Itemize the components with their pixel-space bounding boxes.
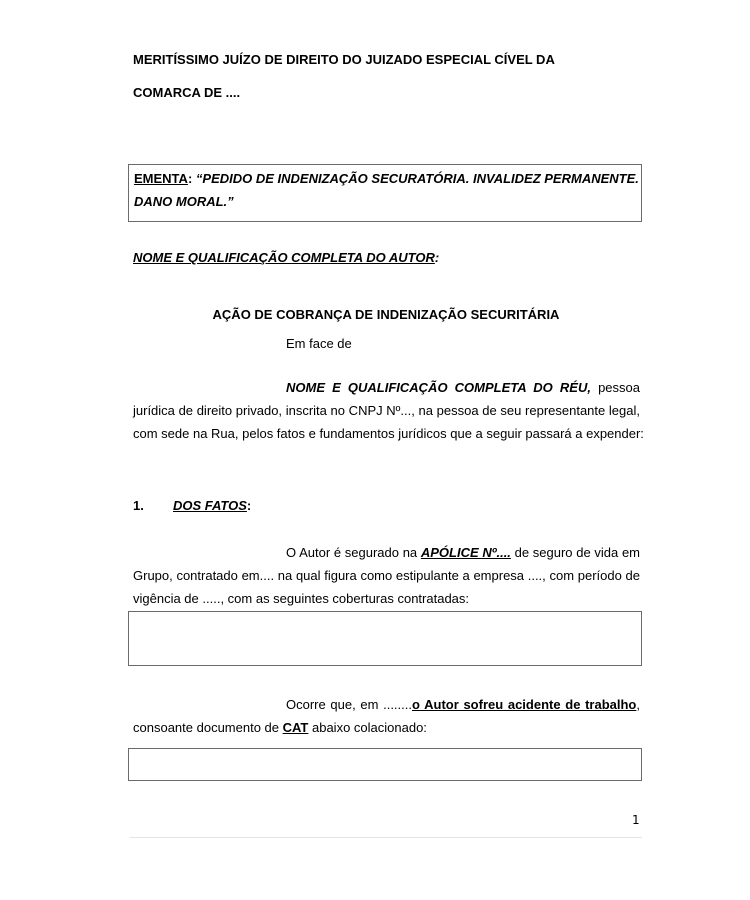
section-number: 1. (133, 498, 144, 513)
ocorre-line2-suffix: abaixo colacionado: (308, 720, 427, 735)
reu-paragraph (133, 376, 644, 445)
ocorre-line1-suffix: , (636, 697, 641, 712)
page-number: 1 (632, 813, 640, 827)
cat-box (128, 748, 642, 781)
ementa-text-line2: DANO MORAL.” (134, 194, 234, 209)
autor-line1-prefix: O Autor é segurado na (286, 545, 421, 560)
action-title: AÇÃO DE COBRANÇA DE INDENIZAÇÃO SECURITÁRIA (212, 307, 560, 322)
autor-line1-suffix: de seguro de vida em (510, 545, 640, 560)
autor-heading-text: NOME E QUALIFICAÇÃO COMPLETA DO AUTOR (133, 250, 435, 265)
reu-bold-lead: NOME E QUALIFICAÇÃO COMPLETA DO RÉU, (286, 380, 591, 395)
autor-paragraph (133, 541, 640, 610)
apolice-number: APÓLICE Nº.... (420, 545, 511, 560)
autor-line2: Grupo, contratado em.... na qual figura como estipulante a empresa ...., com período de (133, 568, 640, 583)
section-colon: : (246, 498, 252, 513)
reu-line1-rest: pessoa (590, 380, 640, 395)
section-title: DOS FATOS (173, 498, 247, 513)
court-heading-line2: COMARCA DE .... (133, 85, 241, 100)
court-heading-line1: MERITÍSSIMO JUÍZO DE DIREITO DO JUIZADO ESPECIAL CÍVEL DA (133, 52, 555, 67)
autor-line3: vigência de ....., com as seguintes coberturas contratadas: (133, 591, 470, 606)
cat-document: CAT (282, 720, 309, 735)
section-dos-fatos (133, 498, 251, 513)
ementa-colon: : (187, 171, 193, 186)
em-face-de: Em face de (286, 336, 352, 351)
autor-heading-colon: : (434, 250, 440, 265)
reu-line2: jurídica de direito privado, inscrita no CNPJ Nº..., na pessoa de seu representante legal, (133, 403, 640, 418)
coberturas-box (128, 611, 642, 666)
ocorre-line2 (133, 716, 640, 739)
ocorre-line1 (133, 693, 640, 716)
reu-line3: com sede na Rua, pelos fatos e fundamentos jurídicos que a seguir passará a expender: (133, 426, 644, 441)
ocorre-paragraph (133, 693, 640, 739)
autor-line1 (133, 541, 640, 564)
ocorre-line2-prefix: consoante documento de (133, 720, 283, 735)
acidente-trabalho: o Autor sofreu acidente de trabalho (412, 697, 637, 712)
autor-qualification-heading (133, 250, 439, 265)
reu-line1 (133, 376, 640, 399)
ementa-line1 (134, 171, 639, 186)
ocorre-line1-prefix: Ocorre que, em ........ (286, 697, 412, 712)
footer-divider (130, 837, 642, 838)
ementa-label: EMENTA (134, 171, 188, 186)
ementa-text-line1: “PEDIDO DE INDENIZAÇÃO SECURATÓRIA. INVALIDEZ PERMANENTE. (192, 171, 639, 186)
ementa-box (128, 164, 642, 222)
